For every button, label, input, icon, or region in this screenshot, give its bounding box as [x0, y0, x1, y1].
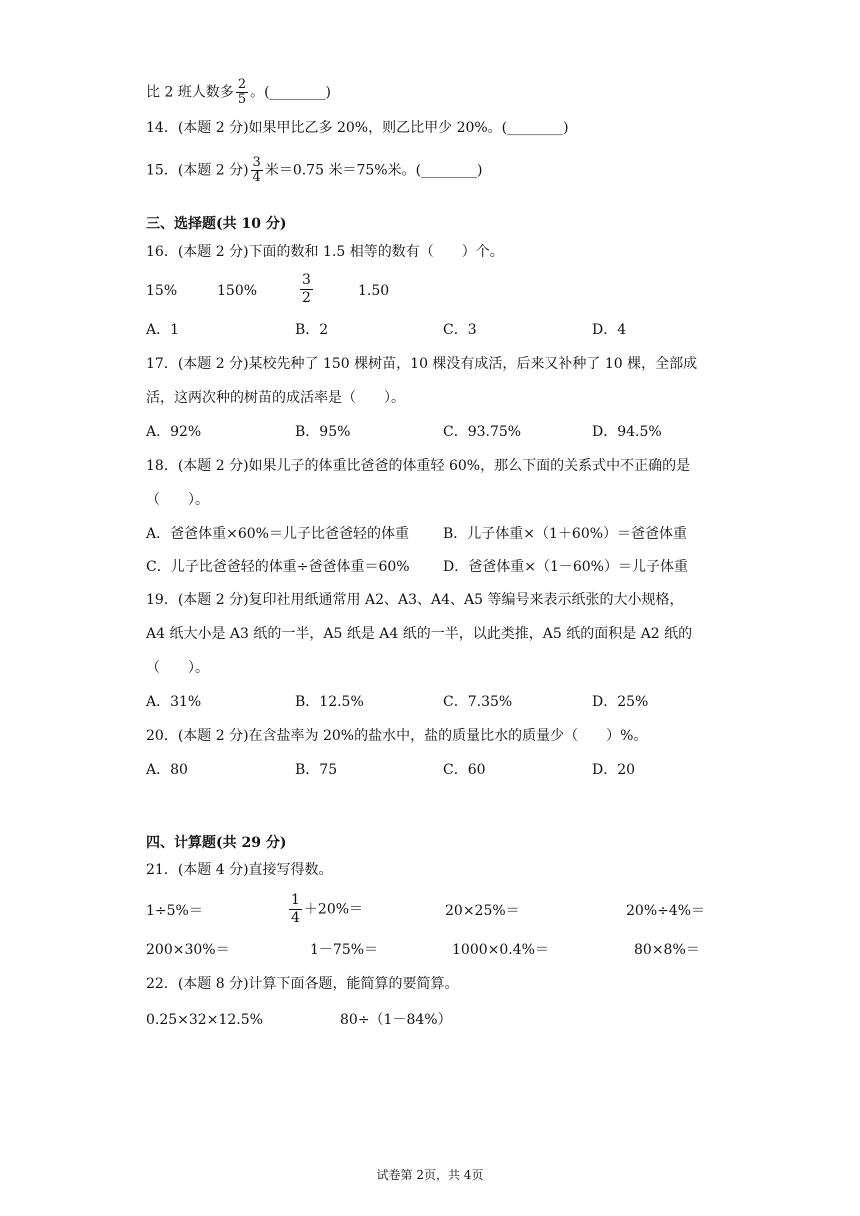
- q16-item-a: 15%: [146, 283, 178, 299]
- calc-item-fraction: $\frac{1}{4}$ ＋20%＝: [291, 892, 364, 926]
- option-b: B．儿子体重×（1＋60%）＝爸爸体重: [443, 526, 688, 542]
- option-c: C．儿子比爸爸轻的体重÷爸爸体重＝60%: [146, 559, 410, 575]
- option-d: D．25%: [592, 694, 649, 710]
- fraction: $\frac{2}{5}$: [237, 77, 247, 107]
- option-c: C．60: [443, 762, 486, 778]
- question-stem: 18．(本题 2 分)如果儿子的体重比爸爸的体重轻 60%，那么下面的关系式中不正确的是: [146, 458, 691, 474]
- calc-item: 20×25%＝: [445, 903, 520, 919]
- question-stem-cont: A4 纸大小是 A3 纸的一半，A5 纸是 A4 纸的一半，以此类推，A5 纸的面积是 A2 纸的: [146, 626, 693, 642]
- fraction: $\frac{3}{4}$: [252, 155, 261, 185]
- option-b: B．75: [295, 762, 338, 778]
- option-d: D．94.5%: [592, 424, 662, 440]
- q14: 14．(本题 2 分)如果甲比乙多 20%，则乙比甲少 20%。(________): [146, 120, 569, 136]
- calc-item: 1÷5%＝: [146, 903, 203, 919]
- option-b: B．12.5%: [295, 694, 364, 710]
- calc-item: 80×8%＝: [634, 942, 700, 958]
- calc-item: 80÷（1－84%）: [340, 1012, 452, 1028]
- option-a: A．爸爸体重×60%＝儿子比爸爸轻的体重: [146, 526, 409, 542]
- calc-item: 1000×0.4%＝: [452, 942, 549, 958]
- q16-item-fraction: $\frac{3}{2}$: [302, 272, 311, 306]
- option-d: D．4: [592, 322, 627, 338]
- option-a: A．31%: [146, 694, 202, 710]
- option-d: D．爸爸体重×（1－60%）＝儿子体重: [443, 559, 688, 575]
- q13-text-pre: 比 2 班人数多: [146, 84, 234, 101]
- question-stem-cont: 活，这两次种的树苗的成活率是（ ）。: [146, 390, 405, 406]
- question-stem: 16．(本题 2 分)下面的数和 1.5 相等的数有（ ）个。: [146, 244, 504, 260]
- section-heading: 三、选择题(共 10 分): [146, 216, 287, 232]
- option-a: A．80: [146, 762, 188, 778]
- q15: 15．(本题 2 分) $\frac{3}{4}$ 米＝0.75 米＝75%米。(________): [146, 155, 483, 185]
- question-stem-cont: （ ）。: [146, 660, 209, 676]
- question-stem: 21．(本题 4 分)直接写得数。: [146, 862, 333, 878]
- option-d: D．20: [592, 762, 636, 778]
- option-c: C．7.35%: [443, 694, 513, 710]
- option-b: B．2: [295, 322, 329, 338]
- q16-item-d: 1.50: [358, 283, 390, 299]
- question-stem: 19．(本题 2 分)复印社用纸通常用 A2、A3、A4、A5 等编号来表示纸张的大小规格，: [146, 592, 684, 608]
- question-stem: 20．(本题 2 分)在含盐率为 20%的盐水中，盐的质量比水的质量少（ ）%。: [146, 728, 648, 744]
- q16-item-b: 150%: [217, 283, 258, 299]
- option-a: A．1: [146, 322, 180, 338]
- calc-item: 20%÷4%＝: [626, 903, 706, 919]
- option-c: C．93.75%: [443, 424, 522, 440]
- question-stem: 17．(本题 2 分)某校先种了 150 棵树苗，10 棵没有成活，后来又补种了 10 棵，全部成: [146, 356, 698, 372]
- calc-item: 1－75%＝: [310, 942, 379, 958]
- section-heading: 四、计算题(共 29 分): [146, 835, 287, 851]
- question-stem-cont: （ ）。: [146, 492, 209, 508]
- q13-tail: [146, 78, 331, 107]
- page-footer: 试卷第 2页，共 4页: [376, 1168, 484, 1182]
- q13-text-post: 。(________): [250, 84, 332, 101]
- option-b: B．95%: [295, 424, 351, 440]
- option-c: C．3: [443, 322, 477, 338]
- calc-item: 200×30%＝: [146, 942, 230, 958]
- calc-item: 0.25×32×12.5%: [146, 1012, 263, 1028]
- question-stem: 22．(本题 8 分)计算下面各题，能简算的要简算。: [146, 976, 459, 992]
- option-a: A．92%: [146, 424, 202, 440]
